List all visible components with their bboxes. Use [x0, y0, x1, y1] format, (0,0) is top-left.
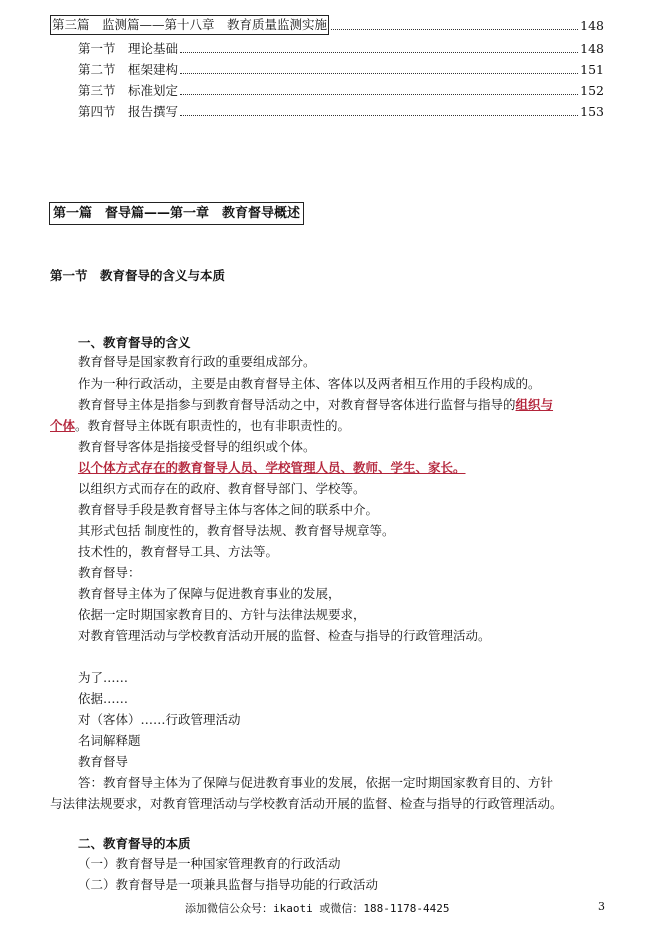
toc-entry[interactable]: [78, 103, 604, 121]
highlighted-text: 组织与: [515, 397, 554, 412]
body-line: 作为一种行政活动，主要是由教育督导主体、客体以及两者相互作用的手段构成的。: [78, 376, 541, 391]
highlighted-text: 以个体方式存在的教育督导人员、学校管理人员、教师、学生、家长。: [78, 460, 466, 475]
page-number: 3: [598, 900, 605, 913]
toc-entry[interactable]: [78, 61, 604, 79]
body-line: 教育督导: [78, 754, 129, 769]
toc-entry-title: 第四节 报告撰写: [78, 104, 179, 119]
toc-entry[interactable]: [50, 17, 604, 35]
body-line: 教育督导客体是指接受督导的组织或个体。: [78, 439, 316, 454]
body-line: [78, 459, 466, 477]
body-line: 教育督导主体为了保障与促进教育事业的发展，: [78, 586, 341, 601]
body-line: 依据……: [78, 691, 129, 706]
body-line: 其形式包括 制度性的，教育督导法规、教育督导规章等。: [78, 523, 395, 538]
toc-entry-page: 148: [580, 41, 604, 56]
toc-entry-title: 第二节 框架建构: [78, 62, 179, 77]
body-line: （二）教育督导是一项兼具监督与指导功能的行政活动: [78, 877, 379, 892]
toc-entry-title: 第三篇 监测篇——第十八章 教育质量监测实施: [50, 15, 329, 35]
toc-entry[interactable]: [78, 40, 604, 58]
subsection-heading: 一、教育督导的含义: [78, 335, 191, 350]
toc-entry-page: 152: [580, 83, 604, 98]
body-line: 教育督导手段是教育督导主体与客体之间的联系中介。: [78, 502, 379, 517]
body-line: [50, 417, 350, 435]
body-line: 与法律法规要求，对教育管理活动与学校教育活动开展的监督、检查与指导的行政管理活动。: [50, 796, 563, 811]
toc-entry-title: 第三节 标准划定: [78, 83, 179, 98]
highlighted-text: 个体: [50, 418, 76, 433]
body-text: 教育督导主体是指参与到教育督导活动之中，对教育督导客体进行监督与指导的: [78, 397, 516, 412]
toc-entry-page: 148: [580, 18, 604, 33]
body-line: 对教育管理活动与学校教育活动开展的监督、检查与指导的行政管理活动。: [78, 628, 491, 643]
body-line: 教育督导是国家教育行政的重要组成部分。: [78, 354, 316, 369]
toc-entry-title: 第一节 理论基础: [78, 41, 179, 56]
body-line: 技术性的，教育督导工具、方法等。: [78, 544, 279, 559]
body-line: 以组织方式而存在的政府、教育督导部门、学校等。: [78, 481, 366, 496]
toc-leader-dots: [180, 115, 578, 116]
body-line: 为了……: [78, 670, 129, 685]
body-text: 。教育督导主体既有职责性的，也有非职责性的。: [75, 418, 351, 433]
body-line: （一）教育督导是一种国家管理教育的行政活动: [78, 856, 341, 871]
body-line: 名词解释题: [78, 733, 141, 748]
section-title: 第一节 教育督导的含义与本质: [50, 268, 226, 283]
body-line: 对（客体）……行政管理活动: [78, 712, 241, 727]
toc-entry-page: 151: [580, 62, 604, 77]
toc-leader-dots: [180, 94, 578, 95]
toc-entry[interactable]: [78, 82, 604, 100]
chapter-title: 第一篇 督导篇——第一章 教育督导概述: [49, 202, 304, 225]
body-line: 依据一定时期国家教育目的、方针与法律法规要求，: [78, 607, 366, 622]
toc-leader-dots: [180, 52, 578, 53]
toc-leader-dots: [331, 29, 578, 30]
toc-leader-dots: [180, 73, 578, 74]
body-line: 教育督导：: [78, 565, 141, 580]
toc-entry-page: 153: [580, 104, 604, 119]
body-line: [78, 396, 553, 414]
subsection-heading: 二、教育督导的本质: [78, 836, 191, 851]
footer-text: 添加微信公众号：ikaoti 或微信：188-1178-4425: [185, 902, 450, 915]
body-line: 答：教育督导主体为了保障与促进教育事业的发展，依据一定时期国家教育目的、方针: [78, 775, 554, 790]
